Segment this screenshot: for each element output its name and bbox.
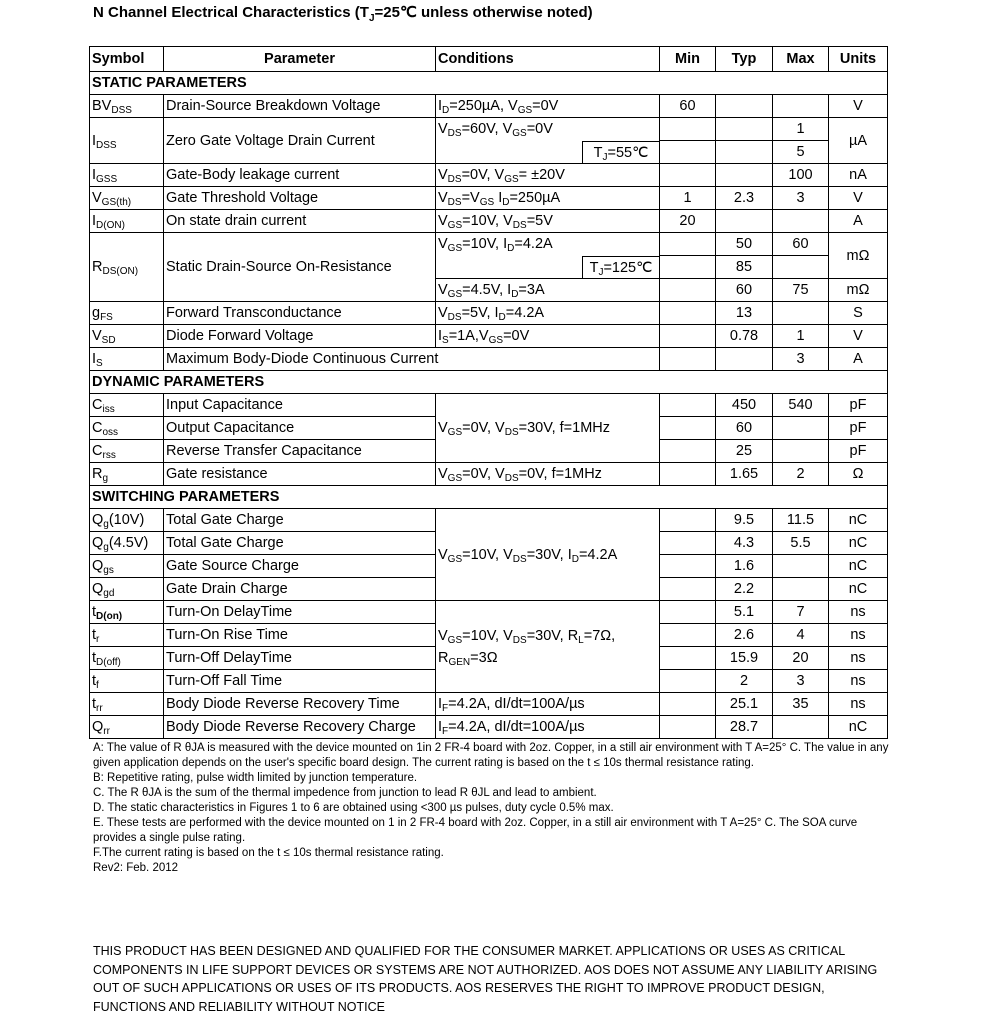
min-cell xyxy=(660,394,716,417)
table-row xyxy=(90,325,888,348)
page-title: N Channel Electrical Characteristics ($T_J=25℃$ unless otherwise noted) xyxy=(93,4,593,24)
max-cell: 3 xyxy=(773,187,829,210)
electrical-characteristics-table xyxy=(89,46,888,739)
typ-cell: 5.1 xyxy=(716,601,773,624)
unit-cell: nC xyxy=(829,716,888,739)
max-cell: 1 xyxy=(773,118,829,141)
disclaimer-line: FUNCTIONS AND RELIABILITY WITHOUT NOTICE xyxy=(93,999,385,1014)
typ-cell xyxy=(716,95,773,118)
min-cell xyxy=(660,118,716,141)
table-row xyxy=(90,164,888,187)
unit-cell: ns xyxy=(829,624,888,647)
parameter-cell: Maximum Body-Diode Continuous Current xyxy=(164,348,660,371)
parameter-cell: Turn-Off DelayTime xyxy=(164,647,436,670)
symbol-cell: $C_{iss}$ xyxy=(90,394,164,417)
parameter-cell: Diode Forward Voltage xyxy=(164,325,436,348)
min-cell xyxy=(660,693,716,716)
typ-cell: 1.6 xyxy=(716,555,773,578)
unit-cell: V xyxy=(829,187,888,210)
unit-cell: nC xyxy=(829,509,888,532)
symbol-cell: $BV_{DSS}$ xyxy=(90,95,164,118)
table-row xyxy=(90,302,888,325)
typ-cell: 50 xyxy=(716,233,773,256)
typ-cell: 2.2 xyxy=(716,578,773,601)
conditions-cell: $V_{GS}=4.5V$, $I_D=3A$ xyxy=(436,279,660,302)
typ-cell: 15.9 xyxy=(716,647,773,670)
table-row xyxy=(90,463,888,486)
unit-cell: V xyxy=(829,325,888,348)
header-units: Units xyxy=(829,47,888,72)
conditions-cell: $V_{DS}=V_{GS}$ $I_D=250\mu A$ xyxy=(436,187,660,210)
table-row xyxy=(90,509,888,532)
max-cell xyxy=(773,256,829,279)
min-cell xyxy=(660,601,716,624)
min-cell xyxy=(660,233,716,256)
min-cell xyxy=(660,509,716,532)
min-cell xyxy=(660,716,716,739)
unit-cell: A xyxy=(829,210,888,233)
min-cell xyxy=(660,647,716,670)
conditions-cell: $I_F=4.2A$, dI/dt=100A/µs xyxy=(436,716,660,739)
min-cell: 60 xyxy=(660,95,716,118)
parameter-cell: Turn-On DelayTime xyxy=(164,601,436,624)
min-cell xyxy=(660,670,716,693)
table-row xyxy=(90,95,888,118)
header-typ: Typ xyxy=(716,47,773,72)
parameter-cell: Reverse Transfer Capacitance xyxy=(164,440,436,463)
min-cell xyxy=(660,578,716,601)
unit-cell: pF xyxy=(829,417,888,440)
parameter-cell: Gate-Body leakage current xyxy=(164,164,436,187)
table-row xyxy=(90,693,888,716)
min-cell xyxy=(660,279,716,302)
typ-cell: 25 xyxy=(716,440,773,463)
disclaimer-line: OUT OF SUCH APPLICATIONS OR USES OF ITS PRODUCTS. AOS RESERVES THE RIGHT TO IMPROVE PRODUCT DESIGN, xyxy=(93,981,825,995)
max-cell: 2 xyxy=(773,463,829,486)
table-row xyxy=(90,348,888,371)
section-static: STATIC PARAMETERS xyxy=(90,72,888,95)
min-cell xyxy=(660,325,716,348)
typ-cell: 9.5 xyxy=(716,509,773,532)
unit-cell: nC xyxy=(829,532,888,555)
parameter-cell: Static Drain-Source On-Resistance xyxy=(164,233,436,302)
parameter-cell: Body Diode Reverse Recovery Charge xyxy=(164,716,436,739)
max-cell xyxy=(773,210,829,233)
unit-cell: µA xyxy=(829,118,888,164)
max-cell xyxy=(773,555,829,578)
max-cell: 3 xyxy=(773,670,829,693)
section-dynamic: DYNAMIC PARAMETERS xyxy=(90,371,888,394)
min-cell xyxy=(660,440,716,463)
table-row xyxy=(90,233,888,256)
conditions-cell: $V_{GS}=10V$, $V_{DS}=30V$, $I_D=4.2A$ xyxy=(436,509,660,601)
parameter-cell: On state drain current xyxy=(164,210,436,233)
table-row xyxy=(90,716,888,739)
parameter-cell: Zero Gate Voltage Drain Current xyxy=(164,118,436,164)
parameter-cell: Total Gate Charge xyxy=(164,532,436,555)
max-cell xyxy=(773,440,829,463)
header-symbol: Symbol xyxy=(90,47,164,72)
unit-cell: nC xyxy=(829,578,888,601)
unit-cell: pF xyxy=(829,440,888,463)
unit-cell: ns xyxy=(829,647,888,670)
typ-cell: 60 xyxy=(716,417,773,440)
unit-cell: nC xyxy=(829,555,888,578)
symbol-cell: $t_{D(off)}$ xyxy=(90,647,164,670)
symbol-cell: $Q_g(10V)$ xyxy=(90,509,164,532)
unit-cell: mΩ xyxy=(829,233,888,279)
typ-cell: 4.3 xyxy=(716,532,773,555)
symbol-cell: $Q_{gs}$ xyxy=(90,555,164,578)
parameter-cell: Total Gate Charge xyxy=(164,509,436,532)
conditions-cell: $T_J=55℃$ xyxy=(436,141,660,164)
table-row xyxy=(90,601,888,624)
header-min: Min xyxy=(660,47,716,72)
min-cell xyxy=(660,164,716,187)
table-row xyxy=(90,118,888,141)
symbol-cell: $Q_{gd}$ xyxy=(90,578,164,601)
typ-cell xyxy=(716,164,773,187)
max-cell: 540 xyxy=(773,394,829,417)
parameter-cell: Drain-Source Breakdown Voltage xyxy=(164,95,436,118)
symbol-cell: $I_{D(ON)}$ xyxy=(90,210,164,233)
parameter-cell: Input Capacitance xyxy=(164,394,436,417)
parameter-cell: Forward Transconductance xyxy=(164,302,436,325)
max-cell: 100 xyxy=(773,164,829,187)
min-cell xyxy=(660,417,716,440)
parameter-cell: Turn-Off Fall Time xyxy=(164,670,436,693)
symbol-cell: $C_{oss}$ xyxy=(90,417,164,440)
min-cell xyxy=(660,463,716,486)
max-cell: 11.5 xyxy=(773,509,829,532)
section-switching: SWITCHING PARAMETERS xyxy=(90,486,888,509)
min-cell: 1 xyxy=(660,187,716,210)
conditions-cell: $T_J=125℃$ xyxy=(436,256,660,279)
symbol-cell: $C_{rss}$ xyxy=(90,440,164,463)
typ-cell: 0.78 xyxy=(716,325,773,348)
symbol-cell: $Q_g(4.5V)$ xyxy=(90,532,164,555)
symbol-cell: $t_r$ xyxy=(90,624,164,647)
footnotes xyxy=(93,741,893,876)
typ-cell xyxy=(716,348,773,371)
symbol-cell: $R_{DS(ON)}$ xyxy=(90,233,164,302)
max-cell: 60 xyxy=(773,233,829,256)
parameter-cell: Gate Drain Charge xyxy=(164,578,436,601)
table-row xyxy=(90,187,888,210)
min-cell xyxy=(660,256,716,279)
symbol-cell: $t_f$ xyxy=(90,670,164,693)
note-c: C. The R θJA is the sum of the thermal impedence from junction to lead R θJL and lead to ambient. xyxy=(93,787,597,799)
table-row xyxy=(90,210,888,233)
typ-cell: 450 xyxy=(716,394,773,417)
note-e: E. These tests are performed with the device mounted on 1 in 2 FR-4 board with 2oz. Copper, in a still air environment with T A=25° C. The SOA curve provides a single pulse rating. xyxy=(93,817,858,844)
conditions-cell: $V_{GS}=10V$, $I_D=4.2A$ xyxy=(436,233,660,256)
min-cell xyxy=(660,532,716,555)
max-cell xyxy=(773,95,829,118)
symbol-cell: $g_{FS}$ xyxy=(90,302,164,325)
note-d: D. The static characteristics in Figures 1 to 6 are obtained using <300 µs pulses, duty cycle 0.5% max. xyxy=(93,802,614,814)
parameter-cell: Gate Threshold Voltage xyxy=(164,187,436,210)
parameter-cell: Output Capacitance xyxy=(164,417,436,440)
header-parameter: Parameter xyxy=(164,47,436,72)
conditions-cell: $I_S=1A,V_{GS}=0V$ xyxy=(436,325,660,348)
header-row xyxy=(90,47,888,72)
parameter-cell: Body Diode Reverse Recovery Time xyxy=(164,693,436,716)
typ-cell: 85 xyxy=(716,256,773,279)
typ-cell: 2.6 xyxy=(716,624,773,647)
conditions-cell: $I_F=4.2A$, dI/dt=100A/µs xyxy=(436,693,660,716)
parameter-cell: Gate resistance xyxy=(164,463,436,486)
note-f: F.The current rating is based on the t ≤ 10s thermal resistance rating. xyxy=(93,847,444,859)
min-cell xyxy=(660,348,716,371)
max-cell: 4 xyxy=(773,624,829,647)
typ-cell: 1.65 xyxy=(716,463,773,486)
max-cell: 75 xyxy=(773,279,829,302)
typ-cell xyxy=(716,118,773,141)
symbol-cell: $R_g$ xyxy=(90,463,164,486)
typ-cell xyxy=(716,141,773,164)
min-cell xyxy=(660,624,716,647)
symbol-cell: $t_{rr}$ xyxy=(90,693,164,716)
parameter-cell: Gate Source Charge xyxy=(164,555,436,578)
unit-cell: nA xyxy=(829,164,888,187)
max-cell xyxy=(773,578,829,601)
disclaimer xyxy=(93,942,883,1016)
typ-cell: 2.3 xyxy=(716,187,773,210)
unit-cell: pF xyxy=(829,394,888,417)
header-conditions: Conditions xyxy=(436,47,660,72)
min-cell xyxy=(660,555,716,578)
unit-cell: V xyxy=(829,95,888,118)
typ-cell: 13 xyxy=(716,302,773,325)
disclaimer-line: THIS PRODUCT HAS BEEN DESIGNED AND QUALIFIED FOR THE CONSUMER MARKET. APPLICATIONS OR USES AS CRITICAL xyxy=(93,944,846,958)
typ-cell: 2 xyxy=(716,670,773,693)
typ-cell: 25.1 xyxy=(716,693,773,716)
unit-cell: ns xyxy=(829,670,888,693)
conditions-cell: $V_{DS}=5V$, $I_D=4.2A$ xyxy=(436,302,660,325)
symbol-cell: $t_{D(on)}$ xyxy=(90,601,164,624)
note-a: A: The value of R θJA is measured with the device mounted on 1in 2 FR-4 board with 2oz. Copper, in a still air environment with T A=25° C. The value in any given application depends on the user's specific board design. The current rating is based on the t ≤ 10s thermal resistance rating. xyxy=(93,742,889,769)
max-cell: 1 xyxy=(773,325,829,348)
typ-cell xyxy=(716,210,773,233)
unit-cell: mΩ xyxy=(829,279,888,302)
conditions-cell: $I_D=250\mu A$, $V_{GS}=0V$ xyxy=(436,95,660,118)
typ-cell: 28.7 xyxy=(716,716,773,739)
conditions-cell: $V_{DS}=0V$, $V_{GS}= \pm 20V$ xyxy=(436,164,660,187)
note-b: B: Repetitive rating, pulse width limited by junction temperature. xyxy=(93,772,418,784)
conditions-cell: $V_{GS}=0V$, $V_{DS}=30V$, f=1MHz xyxy=(436,394,660,463)
conditions-cell: $V_{GS}=10V$, $V_{DS}=30V$, $R_L=7\Omega$, $R_{GEN}=3\Omega$ xyxy=(436,601,660,693)
unit-cell: A xyxy=(829,348,888,371)
symbol-cell: $I_{DSS}$ xyxy=(90,118,164,164)
unit-cell: ns xyxy=(829,601,888,624)
typ-cell: 60 xyxy=(716,279,773,302)
min-cell: 20 xyxy=(660,210,716,233)
min-cell xyxy=(660,141,716,164)
unit-cell: Ω xyxy=(829,463,888,486)
header-max: Max xyxy=(773,47,829,72)
revision: Rev2: Feb. 2012 xyxy=(93,862,179,874)
symbol-cell: $I_S$ xyxy=(90,348,164,371)
max-cell: 5.5 xyxy=(773,532,829,555)
disclaimer-line: COMPONENTS IN LIFE SUPPORT DEVICES OR SYSTEMS ARE NOT AUTHORIZED. AOS DOES NOT ASSUME ANY LIABILITY ARISING xyxy=(93,962,878,977)
unit-cell: S xyxy=(829,302,888,325)
unit-cell: ns xyxy=(829,693,888,716)
max-cell xyxy=(773,417,829,440)
max-cell: 35 xyxy=(773,693,829,716)
max-cell: 3 xyxy=(773,348,829,371)
max-cell: 7 xyxy=(773,601,829,624)
min-cell xyxy=(660,302,716,325)
conditions-cell: $V_{GS}=0V$, $V_{DS}=0V$, f=1MHz xyxy=(436,463,660,486)
max-cell xyxy=(773,302,829,325)
max-cell: 20 xyxy=(773,647,829,670)
symbol-cell: $Q_{rr}$ xyxy=(90,716,164,739)
symbol-cell: $V_{SD}$ xyxy=(90,325,164,348)
table-row xyxy=(90,394,888,417)
symbol-cell: $V_{GS(th)}$ xyxy=(90,187,164,210)
parameter-cell: Turn-On Rise Time xyxy=(164,624,436,647)
conditions-cell: $V_{GS}=10V$, $V_{DS}=5V$ xyxy=(436,210,660,233)
conditions-cell: $V_{DS}=60V$, $V_{GS}=0V$ xyxy=(436,118,660,141)
max-cell: 5 xyxy=(773,141,829,164)
max-cell xyxy=(773,716,829,739)
symbol-cell: $I_{GSS}$ xyxy=(90,164,164,187)
